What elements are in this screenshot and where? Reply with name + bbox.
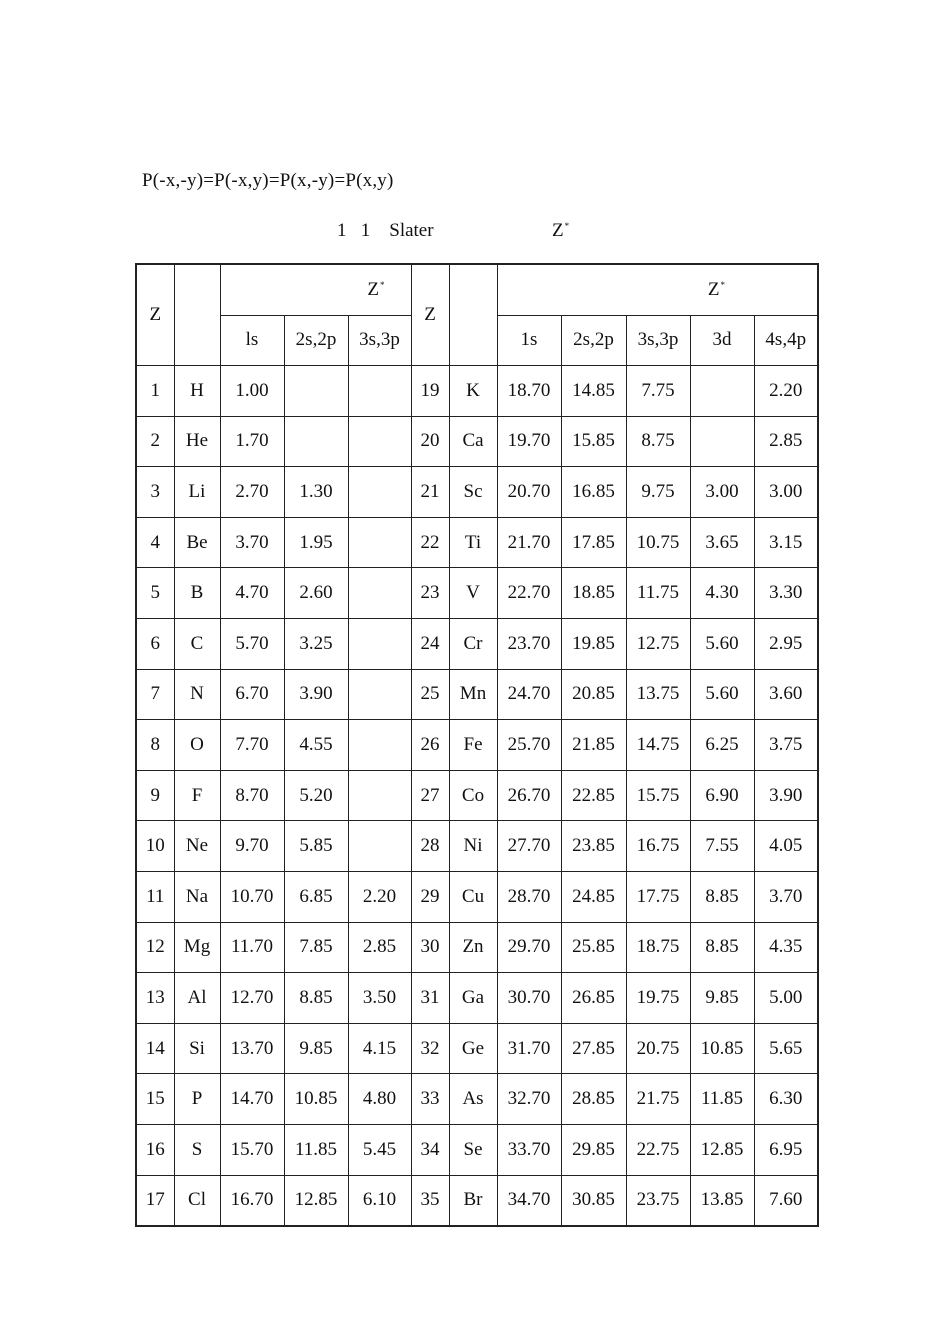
header-element-left (174, 264, 220, 366)
table-row (136, 770, 818, 821)
zeff-2s2p-cell: 26.85 (561, 973, 626, 1024)
zeff-1s-cell: 10.70 (220, 871, 284, 922)
header-z-left: Z (136, 264, 174, 366)
table-number: 1 1 (337, 220, 371, 241)
zeff-1s-cell: 23.70 (497, 618, 561, 669)
table-row (136, 922, 818, 973)
atomic-number-cell: 30 (411, 922, 449, 973)
zeff-1s-cell: 25.70 (497, 720, 561, 771)
zeff-2s2p-cell: 23.85 (561, 821, 626, 872)
element-symbol-cell: B (174, 568, 220, 619)
zeff-4s4p-cell: 5.65 (754, 1023, 818, 1074)
zeff-3d-cell: 12.85 (690, 1124, 754, 1175)
atomic-number-cell: 13 (136, 973, 174, 1024)
header-element-right (449, 264, 497, 366)
zeff-1s-cell: 12.70 (220, 973, 284, 1024)
zeff-3s3p-cell: 6.10 (348, 1175, 411, 1226)
zeff-3s3p-cell: 17.75 (626, 871, 690, 922)
element-symbol-cell: Al (174, 973, 220, 1024)
zeff-2s2p-cell: 4.55 (284, 720, 348, 771)
zeff-3s3p-cell (348, 821, 411, 872)
element-symbol-cell: He (174, 416, 220, 467)
zeff-1s-cell: 8.70 (220, 770, 284, 821)
atomic-number-cell: 35 (411, 1175, 449, 1226)
zeff-1s-cell: 32.70 (497, 1074, 561, 1125)
zeff-3s3p-cell: 11.75 (626, 568, 690, 619)
table-row (136, 618, 818, 669)
zeff-4s4p-cell: 3.60 (754, 669, 818, 720)
zeff-1s-cell: 4.70 (220, 568, 284, 619)
zeff-1s-cell: 19.70 (497, 416, 561, 467)
zeff-3s3p-cell (348, 720, 411, 771)
element-symbol-cell: F (174, 770, 220, 821)
element-symbol-cell: Ni (449, 821, 497, 872)
zeff-3s3p-cell: 13.75 (626, 669, 690, 720)
zeff-4s4p-cell: 3.90 (754, 770, 818, 821)
zeff-4s4p-cell: 7.60 (754, 1175, 818, 1226)
table-row (136, 517, 818, 568)
atomic-number-cell: 27 (411, 770, 449, 821)
element-symbol-cell: S (174, 1124, 220, 1175)
atomic-number-cell: 22 (411, 517, 449, 568)
atomic-number-cell: 16 (136, 1124, 174, 1175)
zeff-1s-cell: 21.70 (497, 517, 561, 568)
zeff-2s2p-cell: 19.85 (561, 618, 626, 669)
zeff-3s3p-cell: 15.75 (626, 770, 690, 821)
zeff-3s3p-cell (348, 467, 411, 518)
zeff-3s3p-cell: 16.75 (626, 821, 690, 872)
zeff-3d-cell: 6.25 (690, 720, 754, 771)
table-row (136, 1074, 818, 1125)
atomic-number-cell: 3 (136, 467, 174, 518)
zeff-2s2p-cell: 6.85 (284, 871, 348, 922)
atomic-number-cell: 26 (411, 720, 449, 771)
zeff-4s4p-cell: 2.95 (754, 618, 818, 669)
element-symbol-cell: P (174, 1074, 220, 1125)
star-mark: * (380, 279, 385, 290)
atomic-number-cell: 5 (136, 568, 174, 619)
zeff-2s2p-cell: 3.25 (284, 618, 348, 669)
table-caption-symbol: Z* (552, 220, 570, 241)
element-symbol-cell: K (449, 366, 497, 417)
zeff-3s3p-cell (348, 416, 411, 467)
atomic-number-cell: 25 (411, 669, 449, 720)
table-row (136, 669, 818, 720)
zeff-2s2p-cell: 17.85 (561, 517, 626, 568)
zeff-2s2p-cell: 15.85 (561, 416, 626, 467)
zeff-2s2p-cell: 2.60 (284, 568, 348, 619)
table-row (136, 416, 818, 467)
zeff-2s2p-cell: 1.95 (284, 517, 348, 568)
table-caption (337, 220, 570, 242)
table-row (136, 467, 818, 518)
zeff-1s-cell: 33.70 (497, 1124, 561, 1175)
atomic-number-cell: 17 (136, 1175, 174, 1226)
zeff-3d-cell: 9.85 (690, 973, 754, 1024)
zeff-2s2p-cell: 10.85 (284, 1074, 348, 1125)
slater-zeff-table (135, 263, 819, 1227)
zeff-3s3p-cell: 22.75 (626, 1124, 690, 1175)
zeff-2s2p-cell: 18.85 (561, 568, 626, 619)
atomic-number-cell: 20 (411, 416, 449, 467)
atomic-number-cell: 9 (136, 770, 174, 821)
zeff-3s3p-cell (348, 568, 411, 619)
zeff-3d-cell: 3.00 (690, 467, 754, 518)
atomic-number-cell: 34 (411, 1124, 449, 1175)
zeff-3d-cell: 10.85 (690, 1023, 754, 1074)
element-symbol-cell: V (449, 568, 497, 619)
zeff-2s2p-cell: 24.85 (561, 871, 626, 922)
element-symbol-cell: Be (174, 517, 220, 568)
atomic-number-cell: 19 (411, 366, 449, 417)
formula-text: P(-x,-y)=P(-x,y)=P(x,-y)=P(x,y) (142, 170, 394, 191)
zeff-1s-cell: 22.70 (497, 568, 561, 619)
zeff-3d-cell: 4.30 (690, 568, 754, 619)
star-mark: * (720, 279, 725, 290)
element-symbol-cell: Ca (449, 416, 497, 467)
element-symbol-cell: Fe (449, 720, 497, 771)
zeff-1s-cell: 1.70 (220, 416, 284, 467)
zeff-1s-cell: 27.70 (497, 821, 561, 872)
zeff-1s-cell: 14.70 (220, 1074, 284, 1125)
zeff-3d-cell (690, 366, 754, 417)
zeff-3s3p-cell: 2.20 (348, 871, 411, 922)
zeff-1s-cell: 24.70 (497, 669, 561, 720)
zeff-2s2p-cell: 12.85 (284, 1175, 348, 1226)
zeff-3s3p-cell: 9.75 (626, 467, 690, 518)
zeff-1s-cell: 20.70 (497, 467, 561, 518)
element-symbol-cell: Ti (449, 517, 497, 568)
zeff-1s-cell: 2.70 (220, 467, 284, 518)
zeff-3s3p-cell: 18.75 (626, 922, 690, 973)
atomic-number-cell: 24 (411, 618, 449, 669)
zeff-1s-cell: 30.70 (497, 973, 561, 1024)
zeff-1s-cell: 6.70 (220, 669, 284, 720)
zeff-1s-cell: 3.70 (220, 517, 284, 568)
zeff-2s2p-cell: 29.85 (561, 1124, 626, 1175)
header-shell: 3s,3p (626, 315, 690, 366)
zeff-1s-cell: 1.00 (220, 366, 284, 417)
zeff-1s-cell: 7.70 (220, 720, 284, 771)
zeff-2s2p-cell: 25.85 (561, 922, 626, 973)
zeff-2s2p-cell: 14.85 (561, 366, 626, 417)
element-symbol-cell: Cu (449, 871, 497, 922)
zeff-3s3p-cell (348, 618, 411, 669)
header-shell: 2s,2p (284, 315, 348, 366)
zeff-3s3p-cell: 4.80 (348, 1074, 411, 1125)
atomic-number-cell: 14 (136, 1023, 174, 1074)
zeff-1s-cell: 16.70 (220, 1175, 284, 1226)
zeff-1s-cell: 31.70 (497, 1023, 561, 1074)
zeff-2s2p-cell: 21.85 (561, 720, 626, 771)
zeff-3s3p-cell (348, 669, 411, 720)
header-shell: 3s,3p (348, 315, 411, 366)
element-symbol-cell: Si (174, 1023, 220, 1074)
zeff-2s2p-cell: 27.85 (561, 1023, 626, 1074)
table-row (136, 568, 818, 619)
zeff-4s4p-cell: 2.20 (754, 366, 818, 417)
element-symbol-cell: Co (449, 770, 497, 821)
element-symbol-cell: Ga (449, 973, 497, 1024)
zeff-2s2p-cell: 28.85 (561, 1074, 626, 1125)
zeff-2s2p-cell: 5.85 (284, 821, 348, 872)
zeff-2s2p-cell: 16.85 (561, 467, 626, 518)
header-shell: 3d (690, 315, 754, 366)
zeff-2s2p-cell: 7.85 (284, 922, 348, 973)
element-symbol-cell: Zn (449, 922, 497, 973)
atomic-number-cell: 23 (411, 568, 449, 619)
zeff-1s-cell: 5.70 (220, 618, 284, 669)
zeff-1s-cell: 28.70 (497, 871, 561, 922)
zeff-2s2p-cell: 3.90 (284, 669, 348, 720)
zeff-3s3p-cell: 10.75 (626, 517, 690, 568)
zeff-3d-cell: 8.85 (690, 871, 754, 922)
atomic-number-cell: 11 (136, 871, 174, 922)
atomic-number-cell: 31 (411, 973, 449, 1024)
table-row (136, 1175, 818, 1226)
atomic-number-cell: 6 (136, 618, 174, 669)
zeff-3s3p-cell: 3.50 (348, 973, 411, 1024)
zeff-4s4p-cell: 6.95 (754, 1124, 818, 1175)
zeff-1s-cell: 34.70 (497, 1175, 561, 1226)
zeff-2s2p-cell: 5.20 (284, 770, 348, 821)
atomic-number-cell: 33 (411, 1074, 449, 1125)
zeff-4s4p-cell: 3.00 (754, 467, 818, 518)
zeff-3s3p-cell (348, 770, 411, 821)
zeff-3s3p-cell: 2.85 (348, 922, 411, 973)
zeff-3s3p-cell: 20.75 (626, 1023, 690, 1074)
zeff-4s4p-cell: 6.30 (754, 1074, 818, 1125)
table-caption-name: Slater (389, 220, 434, 241)
zeff-3s3p-cell: 5.45 (348, 1124, 411, 1175)
zeff-3d-cell: 13.85 (690, 1175, 754, 1226)
element-symbol-cell: H (174, 366, 220, 417)
zeff-3s3p-cell: 23.75 (626, 1175, 690, 1226)
zeff-3s3p-cell: 12.75 (626, 618, 690, 669)
zeff-4s4p-cell: 4.05 (754, 821, 818, 872)
zeff-1s-cell: 26.70 (497, 770, 561, 821)
zeff-3s3p-cell: 21.75 (626, 1074, 690, 1125)
element-symbol-cell: Li (174, 467, 220, 518)
zeff-3d-cell: 8.85 (690, 922, 754, 973)
atomic-number-cell: 7 (136, 669, 174, 720)
zeff-3s3p-cell: 7.75 (626, 366, 690, 417)
header-z-right: Z (411, 264, 449, 366)
zeff-3d-cell: 3.65 (690, 517, 754, 568)
zeff-4s4p-cell: 3.75 (754, 720, 818, 771)
zeff-3d-cell: 5.60 (690, 669, 754, 720)
zeff-3d-cell: 7.55 (690, 821, 754, 872)
zeff-2s2p-cell: 11.85 (284, 1124, 348, 1175)
element-symbol-cell: Se (449, 1124, 497, 1175)
atomic-number-cell: 10 (136, 821, 174, 872)
header-shell: 2s,2p (561, 315, 626, 366)
star-mark: * (564, 221, 570, 231)
header-shell: 1s (497, 315, 561, 366)
atomic-number-cell: 32 (411, 1023, 449, 1074)
table-row (136, 973, 818, 1024)
zeff-3s3p-cell (348, 517, 411, 568)
table-row (136, 720, 818, 771)
zeff-3s3p-cell: 4.15 (348, 1023, 411, 1074)
zeff-2s2p-cell: 30.85 (561, 1175, 626, 1226)
element-symbol-cell: O (174, 720, 220, 771)
zeff-3s3p-cell: 14.75 (626, 720, 690, 771)
element-symbol-cell: Br (449, 1175, 497, 1226)
zeff-1s-cell: 13.70 (220, 1023, 284, 1074)
header-shell: ls (220, 315, 284, 366)
zeff-1s-cell: 9.70 (220, 821, 284, 872)
zeff-4s4p-cell: 4.35 (754, 922, 818, 973)
zeff-1s-cell: 15.70 (220, 1124, 284, 1175)
zeff-1s-cell: 18.70 (497, 366, 561, 417)
element-symbol-cell: Mg (174, 922, 220, 973)
zeff-3d-cell: 11.85 (690, 1074, 754, 1125)
header-shell: 4s,4p (754, 315, 818, 366)
zeff-4s4p-cell: 3.15 (754, 517, 818, 568)
table-row (136, 871, 818, 922)
atomic-number-cell: 2 (136, 416, 174, 467)
atomic-number-cell: 28 (411, 821, 449, 872)
element-symbol-cell: Ge (449, 1023, 497, 1074)
element-symbol-cell: Sc (449, 467, 497, 518)
zeff-2s2p-cell (284, 416, 348, 467)
zeff-4s4p-cell: 5.00 (754, 973, 818, 1024)
atomic-number-cell: 1 (136, 366, 174, 417)
element-symbol-cell: Mn (449, 669, 497, 720)
table-row (136, 821, 818, 872)
zeff-2s2p-cell: 1.30 (284, 467, 348, 518)
atomic-number-cell: 4 (136, 517, 174, 568)
zeff-3s3p-cell: 19.75 (626, 973, 690, 1024)
element-symbol-cell: As (449, 1074, 497, 1125)
zeff-2s2p-cell: 20.85 (561, 669, 626, 720)
zeff-3d-cell (690, 416, 754, 467)
zeff-2s2p-cell: 8.85 (284, 973, 348, 1024)
header-zstar-left: Z* (220, 264, 411, 315)
zeff-4s4p-cell: 2.85 (754, 416, 818, 467)
zeff-3d-cell: 6.90 (690, 770, 754, 821)
zeff-2s2p-cell: 9.85 (284, 1023, 348, 1074)
zeff-2s2p-cell (284, 366, 348, 417)
header-zstar-right: Z* (497, 264, 818, 315)
zeff-1s-cell: 29.70 (497, 922, 561, 973)
atomic-number-cell: 12 (136, 922, 174, 973)
atomic-number-cell: 15 (136, 1074, 174, 1125)
atomic-number-cell: 21 (411, 467, 449, 518)
atomic-number-cell: 29 (411, 871, 449, 922)
table-row (136, 1124, 818, 1175)
zeff-4s4p-cell: 3.70 (754, 871, 818, 922)
zeff-1s-cell: 11.70 (220, 922, 284, 973)
element-symbol-cell: Cl (174, 1175, 220, 1226)
zeff-3d-cell: 5.60 (690, 618, 754, 669)
zeff-2s2p-cell: 22.85 (561, 770, 626, 821)
table-row (136, 1023, 818, 1074)
zeff-4s4p-cell: 3.30 (754, 568, 818, 619)
table-row (136, 366, 818, 417)
zeff-3s3p-cell (348, 366, 411, 417)
element-symbol-cell: Na (174, 871, 220, 922)
element-symbol-cell: N (174, 669, 220, 720)
zeff-3s3p-cell: 8.75 (626, 416, 690, 467)
atomic-number-cell: 8 (136, 720, 174, 771)
element-symbol-cell: Cr (449, 618, 497, 669)
element-symbol-cell: C (174, 618, 220, 669)
element-symbol-cell: Ne (174, 821, 220, 872)
